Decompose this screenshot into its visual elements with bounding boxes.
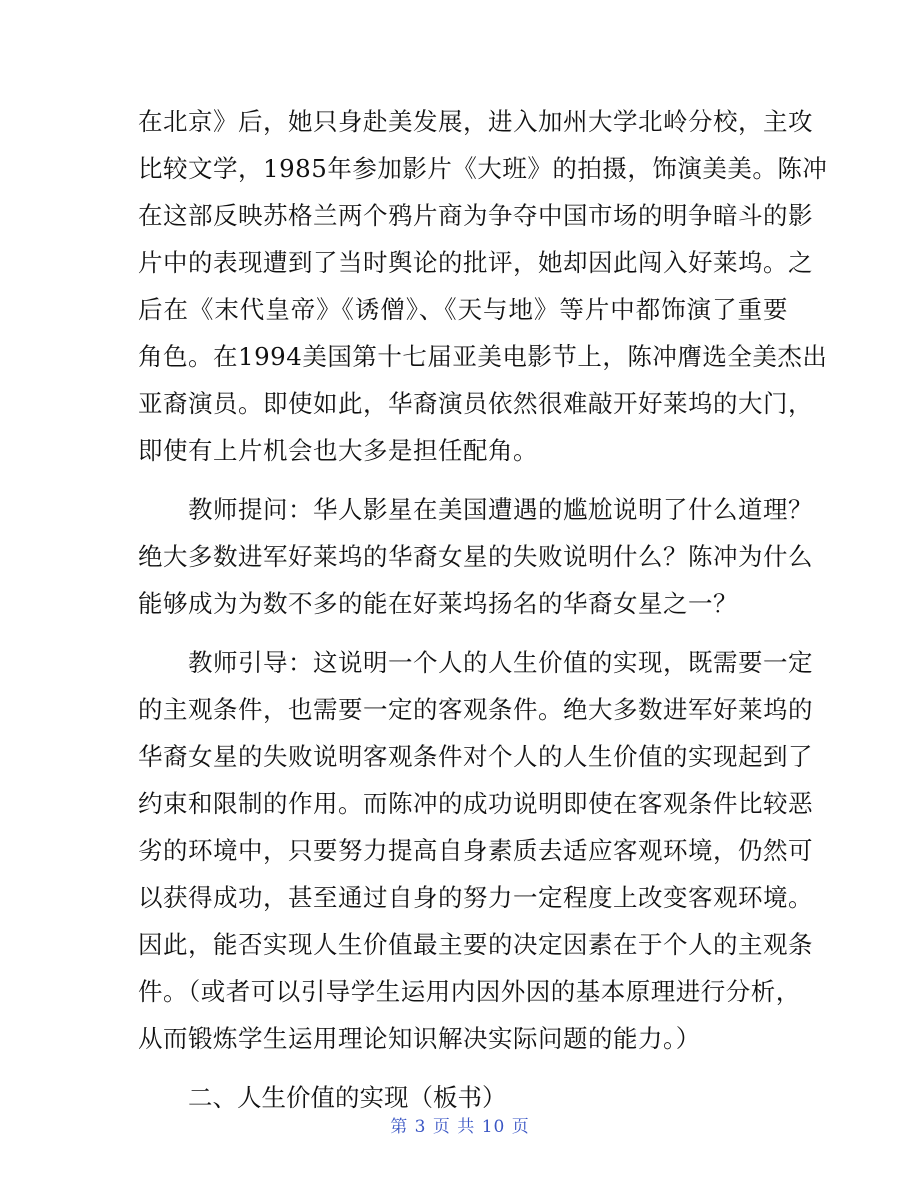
paragraph-line: 从而锻炼学生运用理论知识解决实际问题的能力。） — [138, 1024, 701, 1053]
paragraph-line: 劣的环境中，只要努力提高自身素质去适应客观环境，仍然可 — [138, 836, 813, 865]
paragraph-line: 华裔女星的失败说明客观条件对个人的人生价值的实现起到了 — [138, 742, 813, 771]
paragraph-line: 后在《末代皇帝》《诱僧》、《天与地》等片中都饰演了重要 — [138, 295, 788, 324]
section-heading: 二、人生价值的实现（板书） — [188, 1083, 507, 1112]
paragraph-line: 以获得成功，甚至通过自身的努力一定程度上改变客观环境。 — [138, 883, 813, 912]
paragraph-line: 教师引导：这说明一个人的人生价值的实现，既需要一定 — [188, 648, 813, 677]
paragraph-3-teacher-guidance — [138, 639, 813, 1062]
paragraph-line: 在这部反映苏格兰两个鸦片商为争夺中国市场的明争暗斗的影 — [138, 201, 813, 230]
paragraph-line: 的主观条件，也需要一定的客观条件。绝大多数进军好莱坞的 — [138, 695, 813, 724]
paragraph-1 — [138, 98, 828, 474]
paragraph-line: 比较文学，1985年参加影片《大班》的拍摄，饰演美美。陈冲 — [138, 154, 828, 183]
paragraph-line: 能够成为为数不多的能在好莱坞扬名的华裔女星之一？ — [138, 589, 738, 618]
paragraph-line: 绝大多数进军好莱坞的华裔女星的失败说明什么？陈冲为什么 — [138, 542, 813, 571]
document-body — [138, 98, 828, 1121]
paragraph-line: 教师提问：华人影星在美国遭遇的尴尬说明了什么道理？ — [188, 495, 813, 524]
paragraph-line: 在北京》后，她只身赴美发展，进入加州大学北岭分校，主攻 — [138, 107, 813, 136]
paragraph-line: 约束和限制的作用。而陈冲的成功说明即使在客观条件比较恶 — [138, 789, 813, 818]
paragraph-line: 即使有上片机会也大多是担任配角。 — [138, 436, 538, 465]
paragraph-gap — [138, 474, 788, 486]
page-number-footer: 第 3 页 共 10 页 — [390, 1117, 530, 1137]
paragraph-line: 因此，能否实现人生价值最主要的决定因素在于个人的主观条 — [138, 930, 813, 959]
paragraph-line: 角色。在1994美国第十七届亚美电影节上，陈冲膺选全美杰出 — [138, 342, 828, 371]
paragraph-line: 片中的表现遭到了当时舆论的批评，她却因此闯入好莱坞。之 — [138, 248, 813, 277]
paragraph-line: 件。（或者可以引导学生运用内因外因的基本原理进行分析， — [138, 977, 801, 1006]
paragraph-gap — [138, 1062, 788, 1074]
paragraph-gap — [138, 627, 788, 639]
paragraph-line: 亚裔演员。即使如此，华裔演员依然很难敲开好莱坞的大门， — [138, 389, 813, 418]
paragraph-2-teacher-question — [138, 486, 813, 627]
